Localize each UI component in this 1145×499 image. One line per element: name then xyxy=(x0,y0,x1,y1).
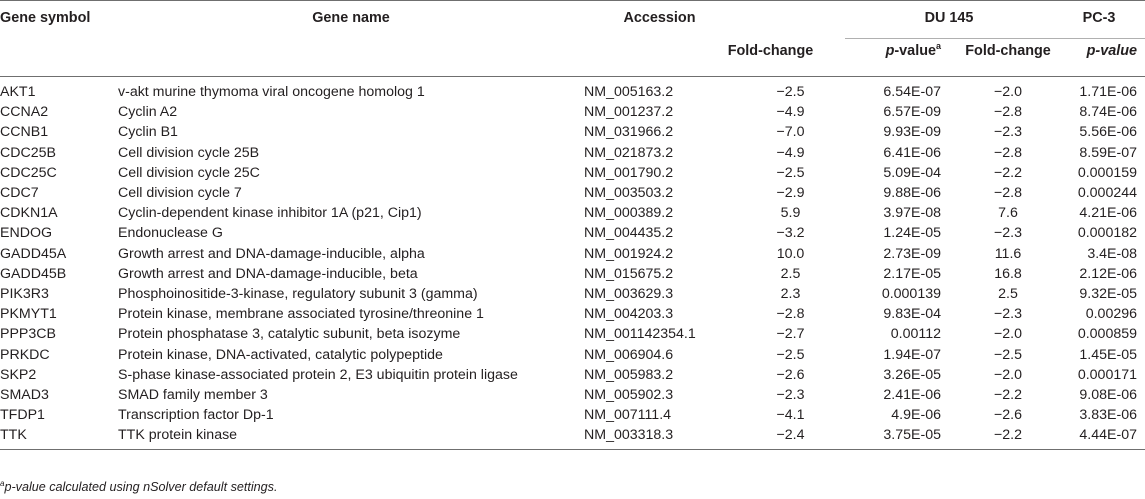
header-pc3-p-value: p-value xyxy=(1053,39,1145,77)
cell-pc3-p-value: 1.71E-06 xyxy=(1079,84,1138,101)
cell-gene-name: Cell division cycle 25B xyxy=(118,144,260,161)
cell-du145-p-value: 3.75E-05 xyxy=(845,425,949,450)
cell-accession: NM_001790.2 xyxy=(584,164,674,181)
cell-gene-name: Endonuclease G xyxy=(118,225,223,242)
cell-du145-fold-change: −4.1 xyxy=(776,407,805,424)
cell-pc3-p-value: 0.000159 xyxy=(1077,164,1138,181)
cell-pc3-fold-change: 11.6 xyxy=(994,245,1022,262)
cell-gene-symbol: PIK3R3 xyxy=(0,285,49,302)
header-gene-symbol: Gene symbol xyxy=(0,1,118,39)
cell-du145-fold-change: −3.2 xyxy=(776,225,805,242)
cell-du145-fold-change: 2.3 xyxy=(780,285,801,302)
cell-pc3-fold-change: −2.8 xyxy=(994,185,1023,202)
cell-gene-symbol: ENDOG xyxy=(0,225,53,242)
cell-du145-fold-change: −2.5 xyxy=(776,346,805,363)
cell-pc3-fold-change: 2.5 xyxy=(998,285,1018,302)
table-row xyxy=(0,163,1145,183)
cell-gene-name: Protein kinase, membrane associated tyrosine/threonine 1 xyxy=(118,306,484,323)
cell-gene-name: Protein kinase, DNA-activated, catalytic polypeptide xyxy=(118,346,443,363)
cell-accession: NM_005983.2 xyxy=(584,366,674,383)
cell-gene-symbol: CDC25C xyxy=(0,164,57,181)
cell-du145-p-value: 6.54E-07 xyxy=(883,84,941,101)
cell-du145-p-value: 1.24E-05 xyxy=(883,225,941,242)
cell-du145-p-value: 4.9E-06 xyxy=(891,407,941,424)
cell-accession: NM_021873.2 xyxy=(584,144,674,161)
cell-gene-name: Cyclin-dependent kinase inhibitor 1A (p21, Cip1) xyxy=(118,205,422,222)
cell-du145-fold-change: −2.7 xyxy=(776,326,805,343)
cell-pc3-p-value: 0.000171 xyxy=(1077,366,1138,383)
cell-pc3-p-value: 0.000244 xyxy=(1077,185,1138,202)
cell-accession: NM_001237.2 xyxy=(584,104,674,121)
cell-du145-p-value: 2.73E-09 xyxy=(883,245,941,262)
cell-gene-symbol: TFDP1 xyxy=(0,407,45,424)
table-row xyxy=(0,304,1145,324)
cell-gene-symbol: CDC7 xyxy=(0,185,39,202)
cell-du145-p-value: 9.88E-06 xyxy=(883,185,941,202)
cell-pc3-fold-change: −2.6 xyxy=(994,407,1023,424)
cell-accession: NM_031966.2 xyxy=(584,124,674,141)
header-du145-p-value: p-value$^a$ xyxy=(845,39,949,77)
cell-gene-symbol: TTK xyxy=(0,425,118,450)
cell-gene-name: Protein phosphatase 3, catalytic subunit, beta isozyme xyxy=(118,326,461,343)
cell-gene-name: v-akt murine thymoma viral oncogene homolog 1 xyxy=(118,84,425,101)
cell-gene-symbol: SKP2 xyxy=(0,366,37,383)
cell-du145-p-value: 9.93E-09 xyxy=(883,124,941,141)
cell-accession: NM_007111.4 xyxy=(584,407,672,424)
cell-gene-name: Phosphoinositide-3-kinase, regulatory subunit 3 (gamma) xyxy=(118,285,478,302)
cell-pc3-fold-change: −2.2 xyxy=(949,425,1053,450)
cell-du145-fold-change: −2.6 xyxy=(776,366,805,383)
table-row xyxy=(0,264,1145,284)
cell-du145-fold-change: −2.3 xyxy=(776,386,805,403)
cell-du145-fold-change: −2.8 xyxy=(776,306,805,323)
cell-pc3-p-value: 0.00296 xyxy=(1085,306,1138,323)
cell-pc3-fold-change: −2.5 xyxy=(994,346,1023,363)
cell-pc3-fold-change: −2.0 xyxy=(994,366,1023,383)
header-group-du145: DU 145 xyxy=(845,1,1053,39)
cell-gene-name: Cyclin A2 xyxy=(118,104,178,121)
cell-gene-name: Growth arrest and DNA-damage-inducible, alpha xyxy=(118,245,425,262)
cell-pc3-p-value: 1.45E-05 xyxy=(1079,346,1138,363)
cell-du145-fold-change: −4.9 xyxy=(776,144,805,161)
cell-du145-p-value: 6.57E-09 xyxy=(883,104,941,121)
cell-accession: NM_001142354.1 xyxy=(584,326,696,343)
table-row xyxy=(0,183,1145,203)
cell-gene-symbol: CDKN1A xyxy=(0,205,58,222)
table-row xyxy=(0,244,1145,264)
cell-gene-symbol: AKT1 xyxy=(0,84,36,101)
cell-pc3-p-value: 0.000859 xyxy=(1077,326,1138,343)
cell-pc3-fold-change: −2.2 xyxy=(994,386,1023,403)
cell-du145-fold-change: 10.0 xyxy=(776,245,805,262)
table-row xyxy=(0,122,1145,142)
cell-gene-name: TTK protein kinase xyxy=(118,425,584,450)
cell-pc3-p-value: 8.74E-06 xyxy=(1079,104,1138,121)
cell-gene-name: SMAD family member 3 xyxy=(118,386,268,403)
cell-pc3-p-value: 0.000182 xyxy=(1077,225,1138,242)
cell-accession: NM_005163.2 xyxy=(584,84,674,101)
cell-gene-symbol: GADD45A xyxy=(0,245,67,262)
cell-accession: NM_003629.3 xyxy=(584,285,674,302)
cell-du145-fold-change: −2.5 xyxy=(776,84,805,101)
cell-pc3-p-value: 9.08E-06 xyxy=(1079,386,1138,403)
cell-du145-fold-change: 2.5 xyxy=(780,265,801,282)
cell-gene-name: Cell division cycle 7 xyxy=(118,185,242,202)
cell-gene-symbol: GADD45B xyxy=(0,265,67,282)
cell-gene-name: S-phase kinase-associated protein 2, E3 ubiquitin protein ligase xyxy=(118,366,518,383)
table-row xyxy=(0,143,1145,163)
cell-accession: NM_003318.3 xyxy=(584,425,726,450)
cell-du145-fold-change: −4.9 xyxy=(776,104,805,121)
cell-du145-fold-change: −2.5 xyxy=(776,164,805,181)
cell-du145-p-value: 0.000139 xyxy=(881,285,941,302)
cell-du145-p-value: 2.41E-06 xyxy=(883,386,941,403)
header-group-pc3: PC-3 xyxy=(1053,1,1145,39)
cell-gene-symbol: CDC25B xyxy=(0,144,56,161)
table-row xyxy=(0,324,1145,344)
cell-accession: NM_003503.2 xyxy=(584,185,674,202)
cell-du145-p-value: 5.09E-04 xyxy=(883,164,941,181)
cell-du145-fold-change: −7.0 xyxy=(776,124,805,141)
cell-gene-symbol: CCNA2 xyxy=(0,104,49,121)
header-pc3-fold-change: Fold-change xyxy=(949,39,1053,77)
table-row xyxy=(0,102,1145,122)
cell-pc3-fold-change: −2.0 xyxy=(994,326,1023,343)
cell-du145-fold-change: −2.4 xyxy=(726,425,845,450)
cell-gene-symbol: PRKDC xyxy=(0,346,50,363)
cell-du145-p-value: 3.97E-08 xyxy=(883,205,941,222)
cell-gene-name: Cyclin B1 xyxy=(118,124,178,141)
cell-accession: NM_005902.3 xyxy=(584,386,674,403)
cell-du145-p-value: 2.17E-05 xyxy=(883,265,941,282)
table-body xyxy=(0,77,1145,450)
cell-pc3-fold-change: −2.8 xyxy=(994,144,1023,161)
cell-pc3-p-value: 4.44E-07 xyxy=(1053,425,1145,450)
cell-gene-name: Growth arrest and DNA-damage-inducible, beta xyxy=(118,265,418,282)
cell-pc3-p-value: 4.21E-06 xyxy=(1079,205,1138,222)
table-row xyxy=(0,284,1145,304)
cell-pc3-p-value: 5.56E-06 xyxy=(1079,124,1138,141)
cell-pc3-fold-change: −2.3 xyxy=(994,306,1023,323)
cell-accession: NM_000389.2 xyxy=(584,205,674,222)
cell-accession: NM_004435.2 xyxy=(584,225,674,242)
cell-du145-p-value: 6.41E-06 xyxy=(883,144,941,161)
table-row xyxy=(0,425,1145,450)
cell-pc3-fold-change: −2.0 xyxy=(994,84,1023,101)
cell-gene-name: Transcription factor Dp-1 xyxy=(118,407,274,424)
cell-pc3-p-value: 3.4E-08 xyxy=(1087,245,1138,262)
table-row xyxy=(0,203,1145,223)
cell-du145-p-value: 0.00112 xyxy=(890,326,941,343)
cell-du145-fold-change: 5.9 xyxy=(780,205,801,222)
cell-accession: NM_001924.2 xyxy=(584,245,674,262)
cell-gene-symbol: SMAD3 xyxy=(0,386,49,403)
table-row xyxy=(0,405,1145,425)
cell-pc3-fold-change: 7.6 xyxy=(998,205,1018,222)
table-row xyxy=(0,77,1145,103)
table-footnote: $^a$p-value calculated using nSolver default settings. xyxy=(0,478,278,494)
table-row xyxy=(0,365,1145,385)
header-gene-name: Gene name xyxy=(118,1,584,39)
table-row xyxy=(0,223,1145,243)
cell-gene-symbol: CCNB1 xyxy=(0,124,49,141)
cell-du145-p-value: 3.26E-05 xyxy=(883,366,941,383)
cell-gene-name: Cell division cycle 25C xyxy=(118,164,260,181)
cell-pc3-p-value: 8.59E-07 xyxy=(1079,144,1138,161)
table-row xyxy=(0,344,1145,364)
cell-pc3-fold-change: −2.8 xyxy=(994,104,1023,121)
header-du145-fold-change: Fold-change xyxy=(726,39,845,77)
cell-pc3-fold-change: −2.2 xyxy=(994,164,1023,181)
cell-pc3-fold-change: 16.8 xyxy=(994,265,1022,282)
cell-du145-p-value: 1.94E-07 xyxy=(883,346,941,363)
cell-accession: NM_015675.2 xyxy=(584,265,674,282)
cell-pc3-p-value: 3.83E-06 xyxy=(1079,407,1138,424)
cell-pc3-fold-change: −2.3 xyxy=(994,225,1023,242)
cell-accession: NM_004203.3 xyxy=(584,306,674,323)
table-row xyxy=(0,385,1145,405)
cell-pc3-p-value: 2.12E-06 xyxy=(1079,265,1138,282)
cell-accession: NM_006904.6 xyxy=(584,346,674,363)
cell-gene-symbol: PPP3CB xyxy=(0,326,56,343)
cell-pc3-fold-change: −2.3 xyxy=(994,124,1023,141)
cell-pc3-p-value: 9.32E-05 xyxy=(1079,285,1138,302)
cell-du145-p-value: 9.83E-04 xyxy=(883,306,941,323)
header-accession: Accession xyxy=(584,1,845,39)
cell-gene-symbol: PKMYT1 xyxy=(0,306,57,323)
cell-du145-fold-change: −2.9 xyxy=(776,185,805,202)
